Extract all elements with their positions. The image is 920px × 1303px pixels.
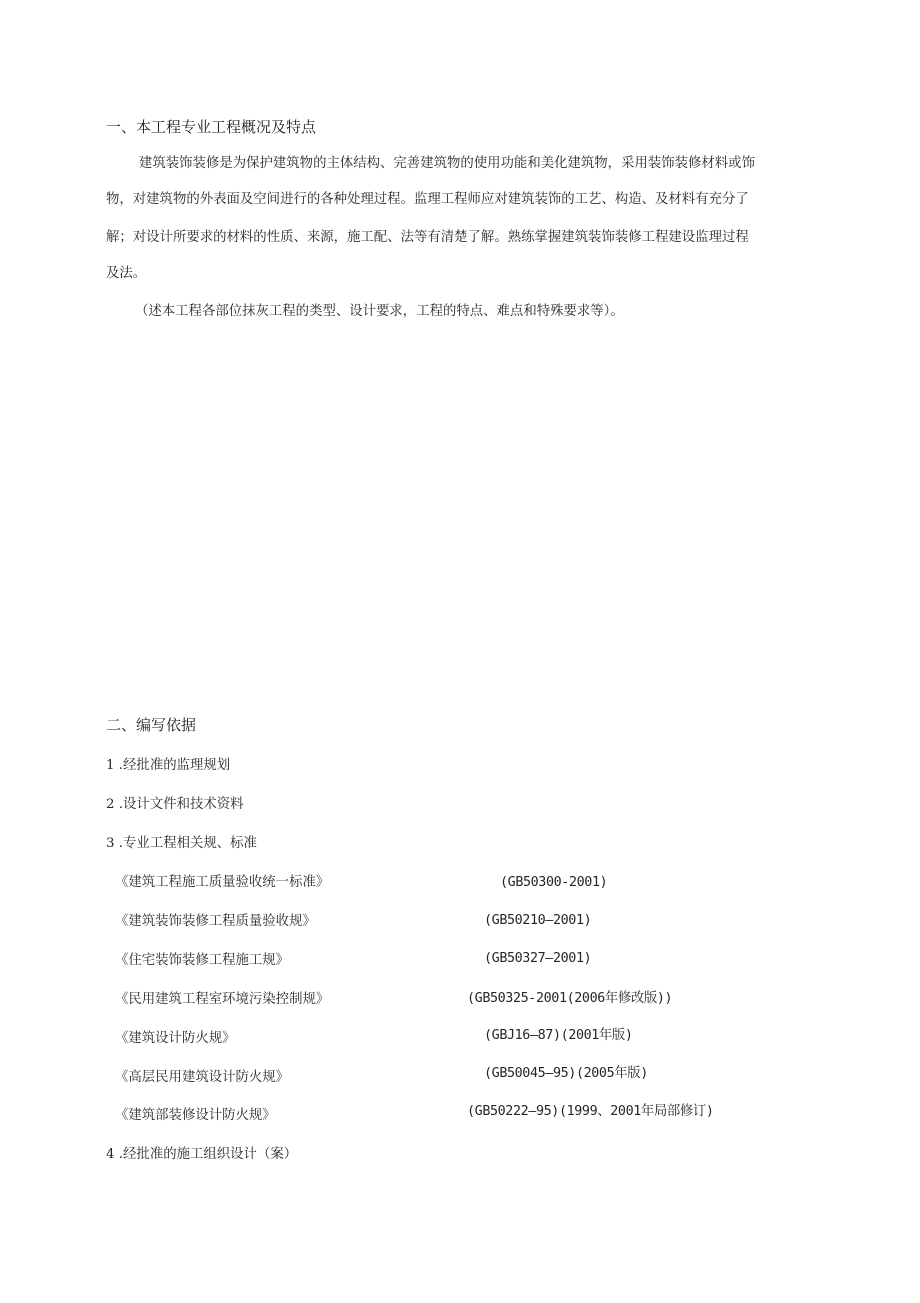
standard-name-3: 《住宅装饰装修工程施工规》 <box>115 953 290 968</box>
standard-name-5: 《建筑设计防火规》 <box>115 1031 236 1046</box>
section1-note: （述本工程各部位抹灰工程的类型、设计要求，工程的特点、难点和特殊要求等）。 <box>135 304 624 319</box>
standard-code-6: (GB50045—95)(2005年版) <box>484 1066 648 1081</box>
list-item-4: 4 .经批准的施工组织设计（案） <box>106 1147 298 1162</box>
list-item-3: 3 .专业工程相关规、标准 <box>106 836 257 851</box>
standard-code-3: (GB50327—2001) <box>484 951 592 966</box>
standard-code-2: (GB50210—2001) <box>484 913 592 928</box>
standard-code-5: (GBJ16—87)(2001年版) <box>484 1028 633 1043</box>
standard-name-6: 《高层民用建筑设计防火规》 <box>115 1070 290 1085</box>
section1-paragraph-line-1: 建筑装饰装修是为保护建筑物的主体结构、完善建筑物的使用功能和美化建筑物，采用装饰装修材料或饰 <box>139 156 755 171</box>
standard-name-1: 《建筑工程施工质量验收统一标准》 <box>115 875 330 890</box>
standard-code-1: (GB50300-2001) <box>500 875 608 890</box>
section2-heading: 二、编写依据 <box>106 716 197 734</box>
section1-paragraph-line-4: 及法。 <box>106 266 147 281</box>
list-item-1: 1 .经批准的监理规划 <box>106 758 231 773</box>
standard-name-2: 《建筑装饰装修工程质量验收规》 <box>115 914 316 929</box>
standard-code-4: (GB50325-2001(2006年修改版)) <box>467 991 673 1006</box>
standard-name-7: 《建筑部装修设计防火规》 <box>115 1108 276 1123</box>
section1-paragraph-line-3: 解；对设计所要求的材料的性质、来源，施工配、法等有清楚了解。熟练掌握建筑装饰装修工程建设监理过程 <box>106 230 749 245</box>
list-item-2: 2 .设计文件和技术资料 <box>106 797 244 812</box>
section1-paragraph-line-2: 物，对建筑物的外表面及空间进行的各种处理过程。监理工程师应对建筑装饰的工艺、构造、及材料有充分了 <box>106 192 749 207</box>
standard-name-4: 《民用建筑工程室环境污染控制规》 <box>115 992 330 1007</box>
section1-heading: 一、本工程专业工程概况及特点 <box>106 118 317 136</box>
standard-code-7: (GB50222—95)(1999、2001年局部修订) <box>467 1104 714 1119</box>
